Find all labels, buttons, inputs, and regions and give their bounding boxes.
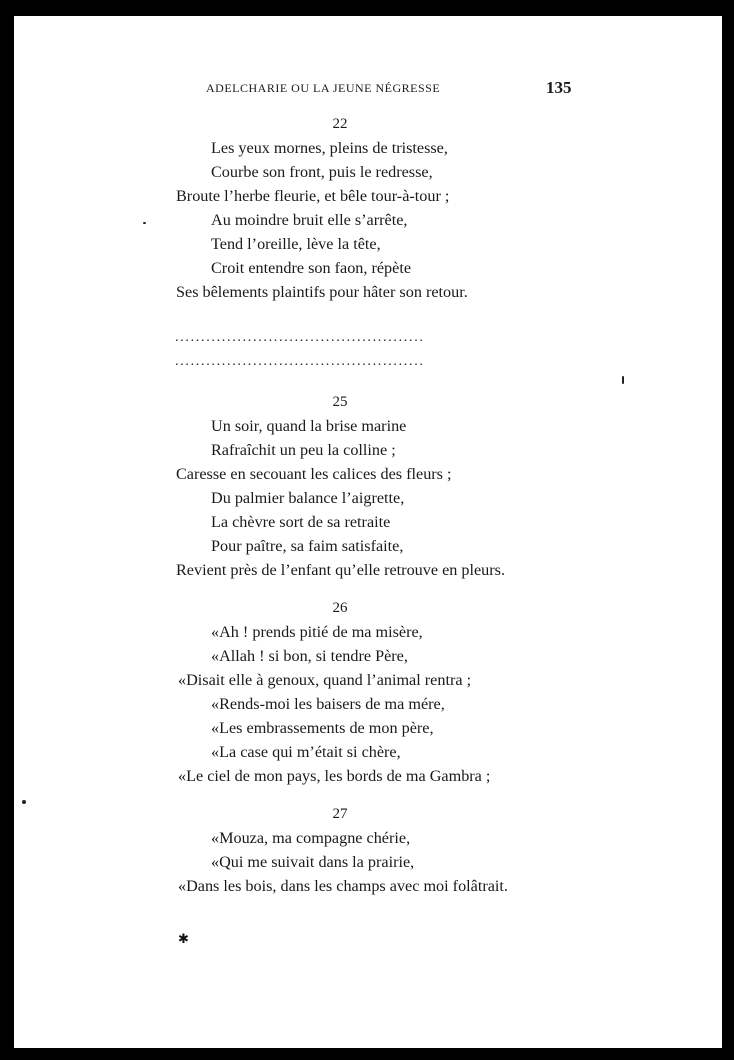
ink-speck: [622, 376, 624, 384]
page-header: [14, 78, 722, 102]
stanza-25: 25 Un soir, quand la brise marine Rafraîchit un peu la colline ; Caresse en secouant les calices des fleurs ; Du palmier balance l’aigrette, La chèvre sort de sa retraite Pour paître, sa faim satisfaite, Revient près de l’enfant qu’elle retrouve en pleurs.: [14, 390, 722, 582]
verse-line: Du palmier balance l’aigrette,: [211, 489, 405, 507]
verse-line: «Dans les bois, dans les champs avec moi folâtrait.: [178, 877, 508, 895]
verse-line: «Qui me suivait dans la prairie,: [211, 853, 415, 871]
verse-line: «Disait elle à genoux, quand l’animal rentra ;: [178, 671, 472, 689]
stanza-22: 22 Les yeux mornes, pleins de tristesse, Courbe son front, puis le redresse, Broute l’herbe fleurie, et bêle tour-à-tour ; Au moindre bruit elle s’arrête, Tend l’oreille, lève la tête, Croit entendre son faon, répète Ses bêlements plaintifs pour hâter son retour.: [14, 112, 722, 304]
stanza-26: 26 «Ah ! prends pitié de ma misère, «Allah ! si bon, si tendre Père, «Disait elle à genoux, quand l’animal rentra ; «Rends-moi les baisers de ma mére, «Les embrassements de mon père, «La case qui m’était si chère, «Le ciel de mon pays, les bords de ma Gambra ;: [14, 596, 722, 788]
verse-line: Au moindre bruit elle s’arrête,: [211, 211, 408, 229]
book-page: [14, 16, 722, 1048]
ellipsis-line: ................................................: [175, 354, 425, 369]
ellipsis-line: ................................................: [175, 330, 425, 345]
verse-line: «La case qui m’était si chère,: [211, 743, 401, 761]
verse-line: Revient près de l’enfant qu’elle retrouve en pleurs.: [176, 561, 506, 579]
asterisk-ornament-icon: ✱: [178, 932, 189, 947]
verse-line: Rafraîchit un peu la colline ;: [211, 441, 396, 459]
verse-line: Croit entendre son faon, répète: [211, 259, 412, 277]
verse-line: Ses bêlements plaintifs pour hâter son retour.: [176, 283, 468, 301]
verse-line: La chèvre sort de sa retraite: [211, 513, 391, 531]
verse-line: «Le ciel de mon pays, les bords de ma Gambra ;: [178, 767, 491, 785]
page-number: 135: [546, 78, 572, 97]
verse-line: Pour paître, sa faim satisfaite,: [211, 537, 404, 555]
running-title: ADELCHARIE OU LA JEUNE NÉGRESSE: [206, 81, 441, 95]
verse-line: «Rends-moi les baisers de ma mére,: [211, 695, 445, 713]
poem: [14, 112, 722, 898]
verse-line: Broute l’herbe fleurie, et bêle tour-à-tour ;: [176, 187, 450, 205]
verse-line: «Mouza, ma compagne chérie,: [211, 829, 411, 847]
stanza-27: 27 «Mouza, ma compagne chérie, «Qui me suivait dans la prairie, «Dans les bois, dans les champs avec moi folâtrait.: [14, 802, 722, 898]
verse-line: «Ah ! prends pitié de ma misère,: [211, 623, 423, 641]
verse-line: Tend l’oreille, lève la tête,: [211, 235, 381, 253]
verse-line: «Allah ! si bon, si tendre Père,: [211, 647, 408, 665]
ink-speck: [143, 222, 146, 224]
verse-line: Caresse en secouant les calices des fleurs ;: [176, 465, 452, 483]
verse-line: Les yeux mornes, pleins de tristesse,: [211, 139, 448, 157]
verse-line: Courbe son front, puis le redresse,: [211, 163, 433, 181]
verse-line: Un soir, quand la brise marine: [211, 417, 407, 435]
verse-line: «Les embrassements de mon père,: [211, 719, 434, 737]
ink-speck: [22, 800, 26, 804]
